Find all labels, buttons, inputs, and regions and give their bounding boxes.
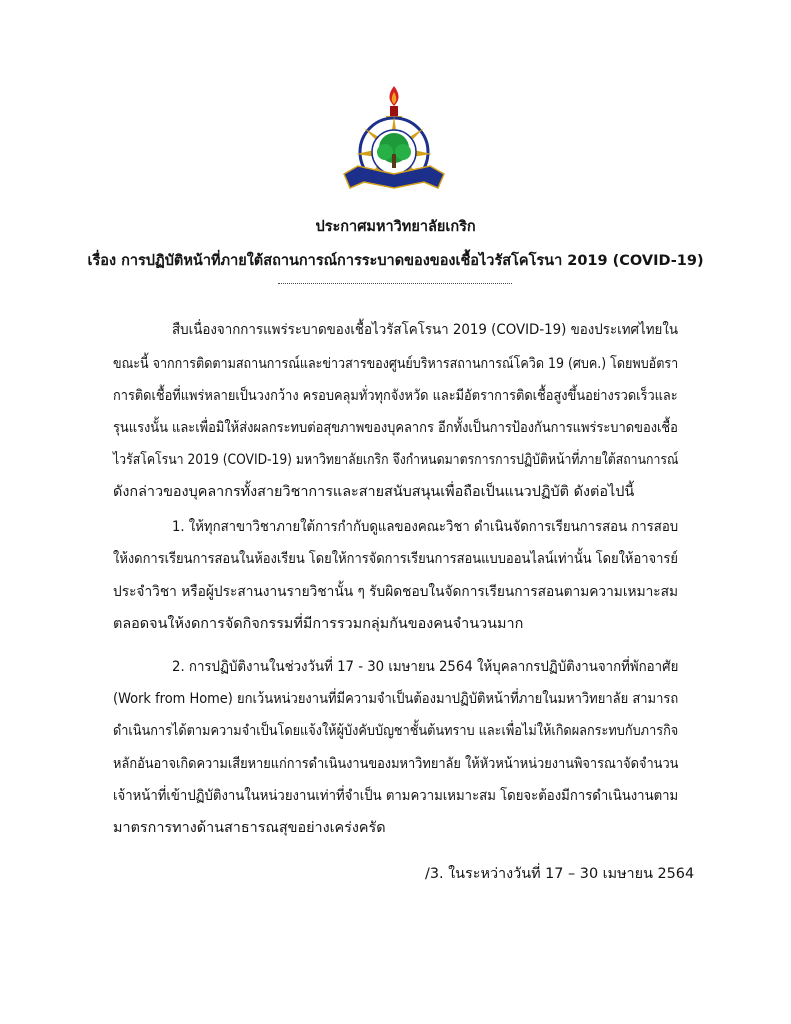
title-separator	[278, 283, 512, 284]
paragraph-line: รุนแรงนั้น และเพื่อมิให้ส่งผลกระทบต่อสุขภาพของบุคลากร อีกทั้งเป็นการป้องกันการแพร่ระบาดของเชื้อ	[113, 420, 678, 436]
paragraph-line: ไวรัสโคโรนา 2019 (COVID-19) มหาวิทยาลัยเกริก จึงกำหนดมาตรการการปฏิบัติหน้าที่ภายใต้สถานการณ์	[113, 452, 679, 468]
paragraph-line: ตลอดจนให้งดการจัดกิจกรรมที่มีการรวมกลุ่มกันของคนจำนวนมาก	[113, 616, 524, 632]
paragraph-line: สืบเนื่องจากการแพร่ระบาดของเชื้อไวรัสโคโรนา 2019 (COVID-19) ของประเทศไทยใน	[172, 322, 679, 338]
continuation-note: /3. ในระหว่างวันที่ 17 – 30 เมษายน 2564	[425, 866, 695, 882]
paragraph-line: (Work from Home) ยกเว้นหน่วยงานที่มีความจำเป็นต้องมาปฏิบัติหน้าที่ภายในมหาวิทยาลัย สามารถ	[113, 691, 679, 707]
paragraph-line: 2. การปฏิบัติงานในช่วงวันที่ 17 - 30 เมษายน 2564 ให้บุคลากรปฏิบัติงานจากที่พักอาศัย	[172, 659, 679, 675]
paragraph-line: มาตรการทางด้านสาธารณสุขอย่างเคร่งครัด	[113, 820, 386, 836]
paragraph-line: 1. ให้ทุกสาขาวิชาภายใต้การกำกับดูแลของคณะวิชา ดำเนินจัดการเรียนการสอน การสอบ	[172, 519, 679, 535]
paragraph-line: หลักอันอาจเกิดความเสียหายแก่การดำเนินงานของมหาวิทยาลัย ให้หัวหน้าหน่วยงานพิจารณาจัดจำนวน	[113, 756, 679, 772]
university-seal-icon	[338, 82, 450, 200]
paragraph-line: ประจำวิชา หรือผู้ประสานงานรายวิชานั้น ๆ รับผิดชอบในจัดการเรียนการสอนตามความเหมาะสม	[113, 584, 679, 600]
paragraph-line: ขณะนี้ จากการติดตามสถานการณ์และข่าวสารของศูนย์บริหารสถานการณ์โควิด 19 (ศบค.) โดยพบอัตรา	[113, 356, 679, 372]
paragraph-line: ให้งดการเรียนการสอนในห้องเรียน โดยให้การจัดการเรียนการสอนแบบออนไลน์เท่านั้น โดยให้อาจารย์	[113, 551, 678, 567]
document-subject: เรื่อง การปฏิบัติหน้าที่ภายใต้สถานการณ์การระบาดของของเชื้อไวรัสโคโรนา 2019 (COVID-19)	[87, 253, 704, 269]
document-title: ประกาศมหาวิทยาลัยเกริก	[315, 219, 476, 235]
paragraph-line: การติดเชื้อที่แพร่หลายเป็นวงกว้าง ครอบคลุมทั่วทุกจังหวัด และมีอัตราการติดเชื้อสูงขึ้นอย่างรวดเร็วและ	[113, 388, 678, 404]
paragraph-line: ดังกล่าวของบุคลากรทั้งสายวิชาการและสายสนับสนุนเพื่อถือเป็นแนวปฏิบัติ ดังต่อไปนี้	[113, 484, 635, 500]
paragraph-line: ดำเนินการได้ตามความจำเป็นโดยแจ้งให้ผู้บังคับบัญชาชั้นต้นทราบ และเพื่อไม่ให้เกิดผลกระทบกับภารกิจ	[113, 723, 679, 739]
paragraph-line: เจ้าหน้าที่เข้าปฏิบัติงานในหน่วยงานเท่าที่จำเป็น ตามความเหมาะสม โดยจะต้องมีการดำเนินงานตาม	[113, 788, 679, 804]
